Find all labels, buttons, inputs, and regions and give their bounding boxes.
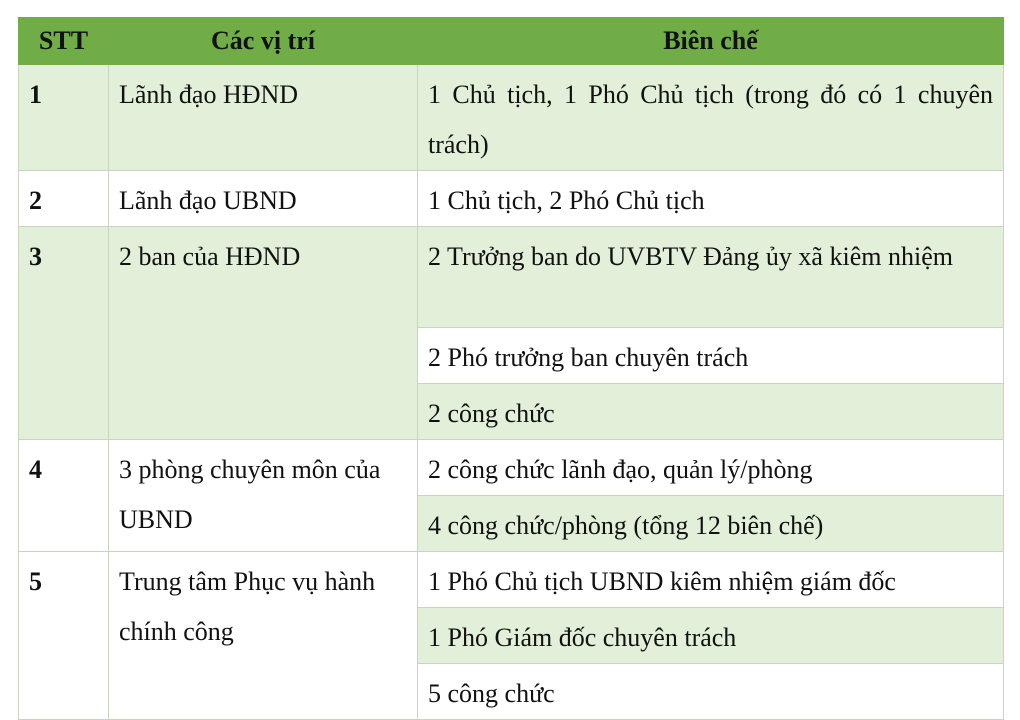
- staffing-table-container: [18, 17, 1004, 720]
- table-row: [19, 171, 1004, 227]
- row-staffing: 2 Trưởng ban do UVBTV Đảng ủy xã kiêm nhiệm: [418, 227, 1004, 328]
- row-staffing: 1 Chủ tịch, 1 Phó Chủ tịch (trong đó có 1 chuyên trách): [418, 65, 1004, 171]
- row-staffing: 2 công chức lãnh đạo, quản lý/phòng: [418, 440, 1004, 496]
- header-staffing: Biên chế: [418, 18, 1004, 65]
- row-staffing: 2 công chức: [418, 384, 1004, 440]
- table-row: [19, 552, 1004, 608]
- row-position: 2 ban của HĐND: [109, 227, 418, 440]
- row-position: Lãnh đạo HĐND: [109, 65, 418, 171]
- row-position: Trung tâm Phục vụ hành chính công: [109, 552, 418, 720]
- header-stt: STT: [19, 18, 109, 65]
- row-staffing: 1 Phó Chủ tịch UBND kiêm nhiệm giám đốc: [418, 552, 1004, 608]
- header-positions: Các vị trí: [109, 18, 418, 65]
- table-row: [19, 227, 1004, 328]
- row-staffing: 4 công chức/phòng (tổng 12 biên chế): [418, 496, 1004, 552]
- row-stt: 2: [19, 171, 109, 227]
- staffing-table: [18, 17, 1004, 720]
- row-staffing: 1 Chủ tịch, 2 Phó Chủ tịch: [418, 171, 1004, 227]
- row-staffing: 5 công chức: [418, 664, 1004, 720]
- table-row: [19, 65, 1004, 171]
- row-stt: 5: [19, 552, 109, 720]
- table-row: [19, 440, 1004, 496]
- row-stt: 1: [19, 65, 109, 171]
- row-staffing: 1 Phó Giám đốc chuyên trách: [418, 608, 1004, 664]
- row-stt: 4: [19, 440, 109, 552]
- row-staffing: 2 Phó trưởng ban chuyên trách: [418, 328, 1004, 384]
- row-position: Lãnh đạo UBND: [109, 171, 418, 227]
- row-position: 3 phòng chuyên môn của UBND: [109, 440, 418, 552]
- row-stt: 3: [19, 227, 109, 440]
- table-header-row: [19, 18, 1004, 65]
